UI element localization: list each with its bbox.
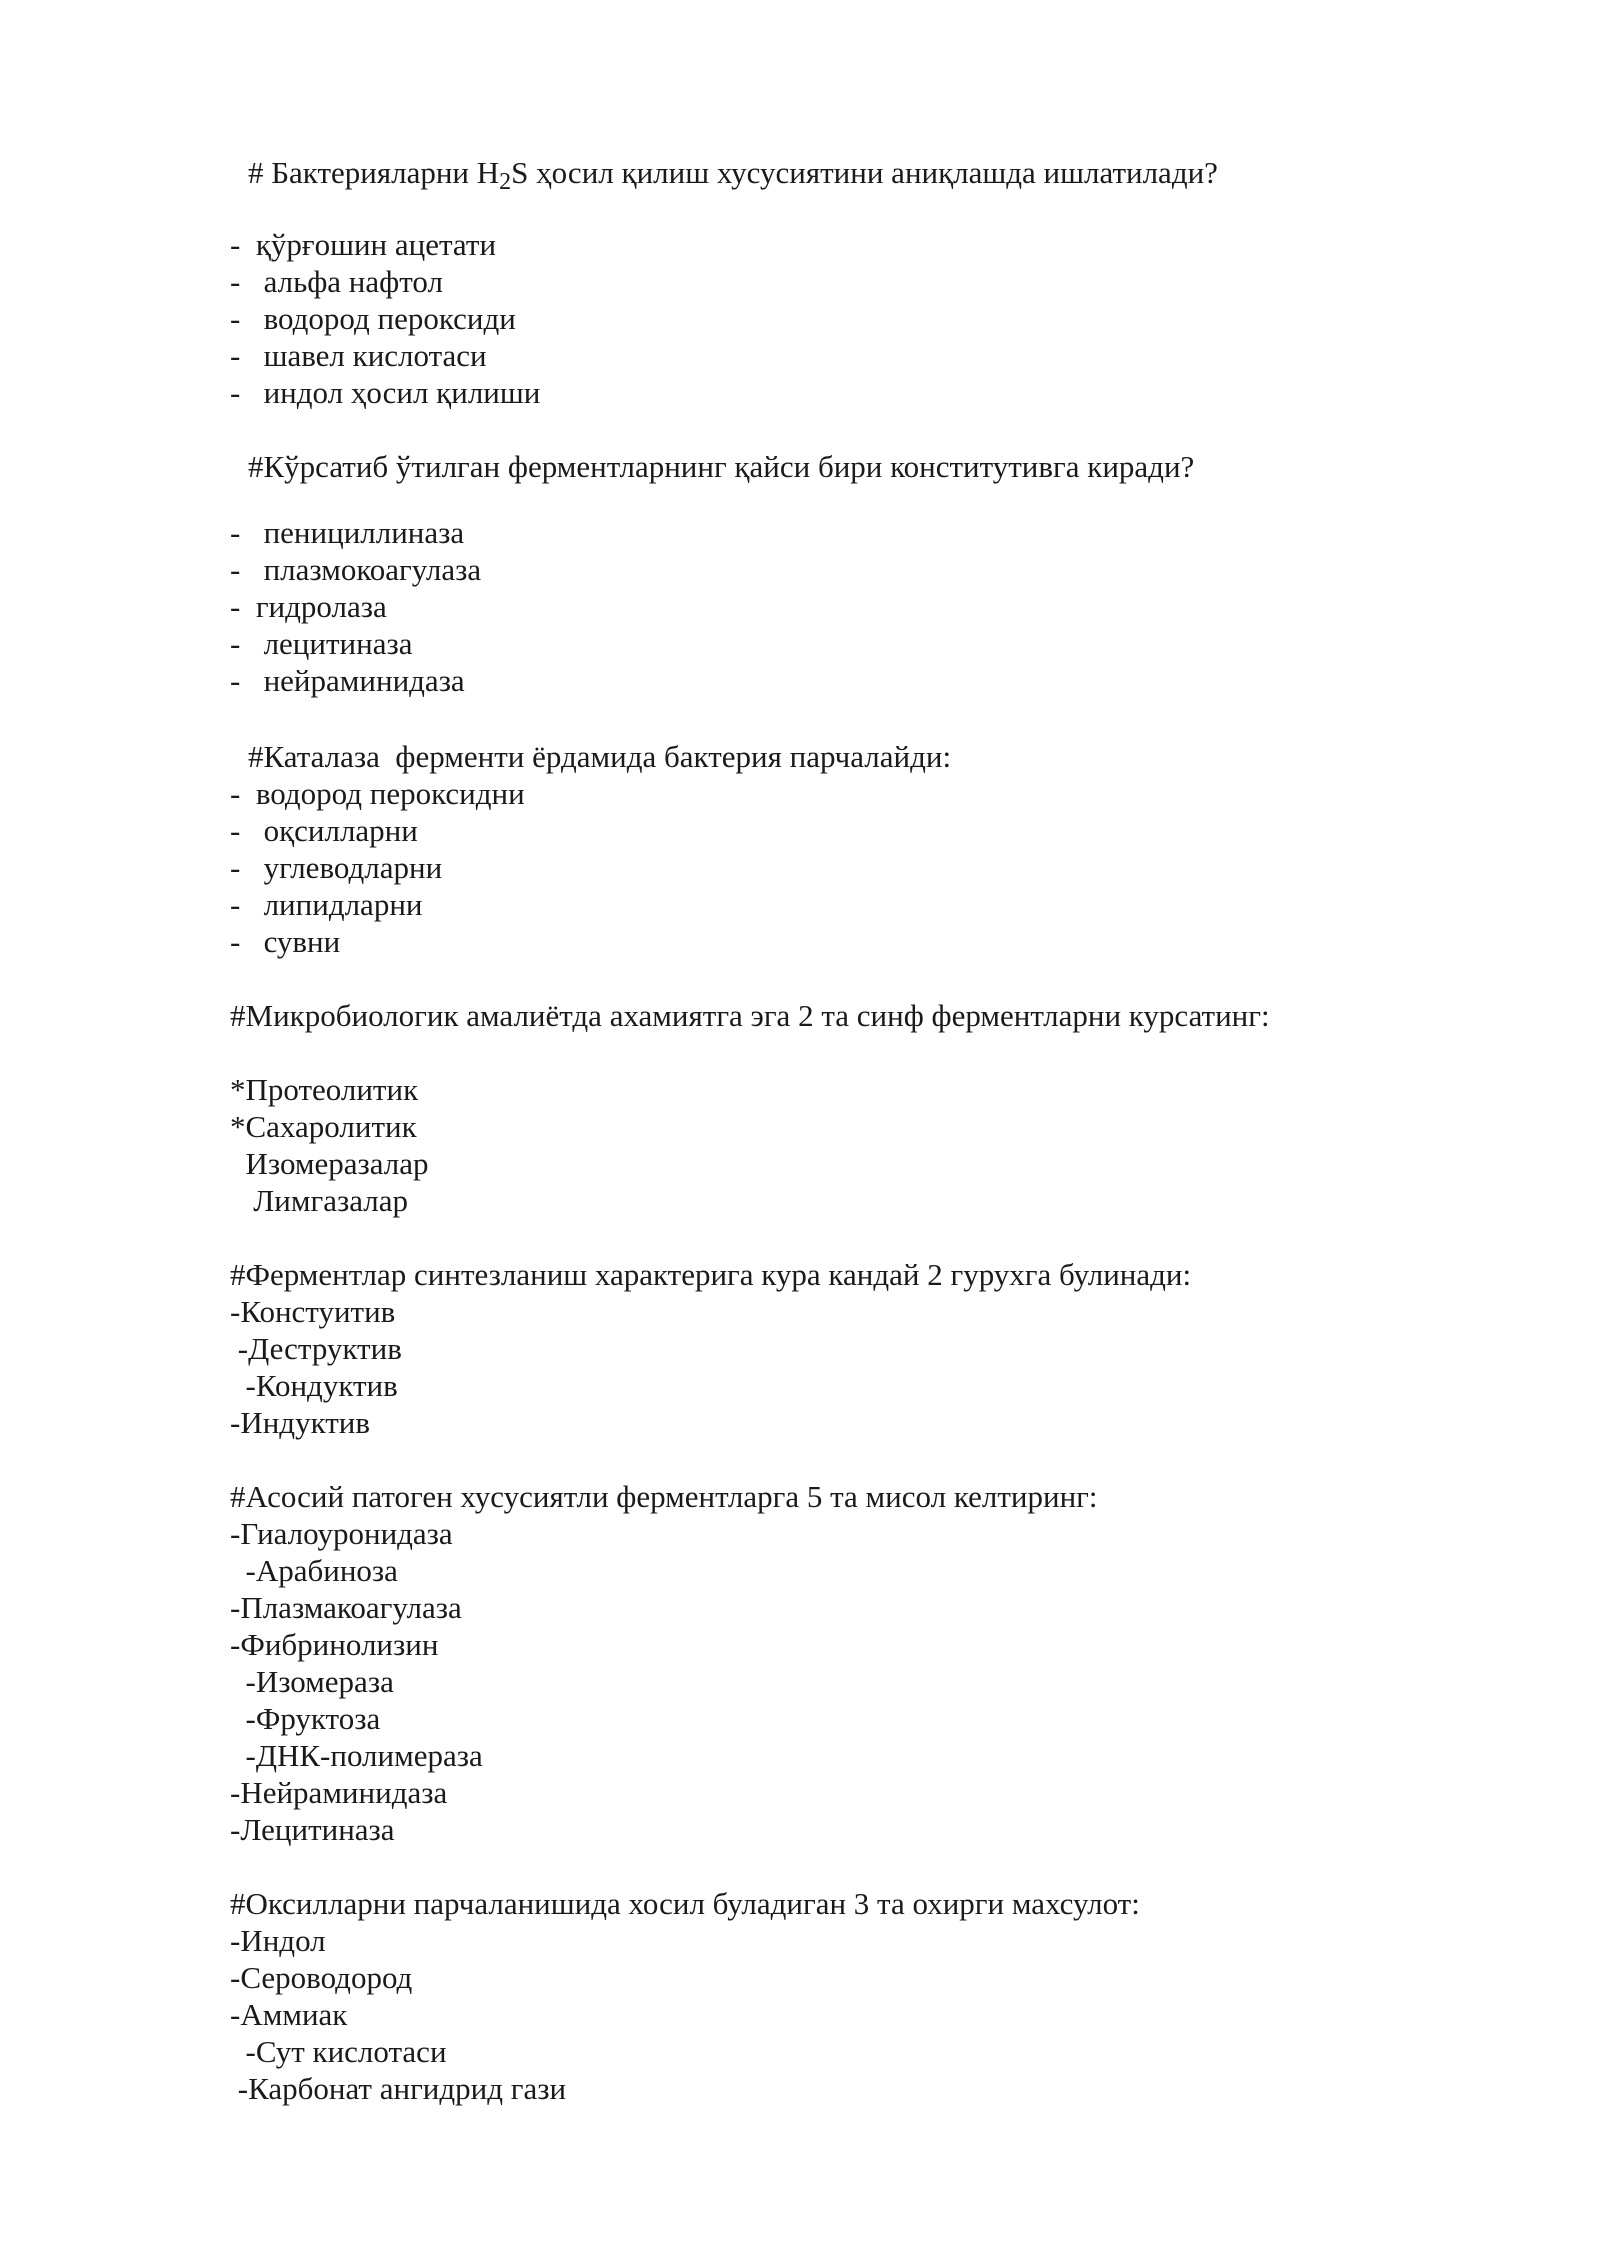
question-5-title: #Ферментлар синтезланиш характерига кура кандай 2 гурухга булинади: [230,1257,1192,1292]
q6-option: -ДНК-полимераза [230,1738,483,1773]
q6-option: -Фибринолизин [230,1627,439,1662]
q2-option: - пенициллиназа [230,515,465,550]
q7-option: -Индол [230,1923,326,1958]
question-1-title: # Бактерияларни $H_2S$ ҳосил қилиш хусусиятини аниқлашда ишлатилади? [248,155,1218,195]
q2-option: - нейраминидаза [230,663,465,698]
q4-option: Изомеразалар [230,1146,429,1181]
q2-option: - гидролаза [230,589,387,624]
q6-option: -Арабиноза [230,1553,398,1588]
q5-option: -Индуктив [230,1405,370,1440]
q5-option: -Констуитив [230,1294,396,1329]
q2-option: - плазмокоагулаза [230,552,482,587]
q1-option: - шавел кислотаси [230,338,487,373]
question-3-title: #Каталаза ферменти ёрдамида бактерия парчалайди: [248,739,952,774]
q3-option: - водород пероксидни [230,776,525,811]
q1-option: - водород пероксиди [230,301,516,336]
q6-option: -Гиалоуронидаза [230,1516,453,1551]
q6-option: -Лецитиназа [230,1812,395,1847]
question-4-title: #Микробиологик амалиётда ахамиятга эга 2 та синф ферментларни курсатинг: [230,998,1270,1033]
q6-option: -Изомераза [230,1664,394,1699]
q6-option: -Нейраминидаза [230,1775,448,1810]
q4-option: *Сахаролитик [230,1109,417,1144]
question-6-title: #Асосий патоген хусусиятли ферментларга 5 та мисол келтиринг: [230,1479,1098,1514]
q2-option: - лецитиназа [230,626,413,661]
q6-option: -Плазмакоагулаза [230,1590,462,1625]
q7-option: -Сероводород [230,1960,413,1995]
q7-option: -Аммиак [230,1997,348,2032]
q1-option: - альфа нафтол [230,264,443,299]
q1-option: - индол ҳосил қилиши [230,375,541,410]
q4-option: *Протеолитик [230,1072,419,1107]
q7-option: -Сут кислотаси [230,2034,447,2069]
q3-option: - оқсилларни [230,813,418,848]
q3-option: - углеводларни [230,850,443,885]
q3-option: - сувни [230,924,341,959]
question-7-title: #Оксилларни парчаланишида хосил буладиган 3 та охирги махсулот: [230,1886,1140,1921]
q3-option: - липидларни [230,887,423,922]
q4-option: Лимгазалар [230,1183,408,1218]
question-2-title: #Кўрсатиб ўтилган ферментларнинг қайси бири конститутивга киради? [248,449,1195,484]
q6-option: -Фруктоза [230,1701,381,1736]
q5-option: -Деструктив [230,1331,402,1366]
q7-option: -Карбонат ангидрид гази [230,2071,567,2106]
q5-option: -Кондуктив [230,1368,398,1403]
q1-option: - қўрғошин ацетати [230,227,497,262]
